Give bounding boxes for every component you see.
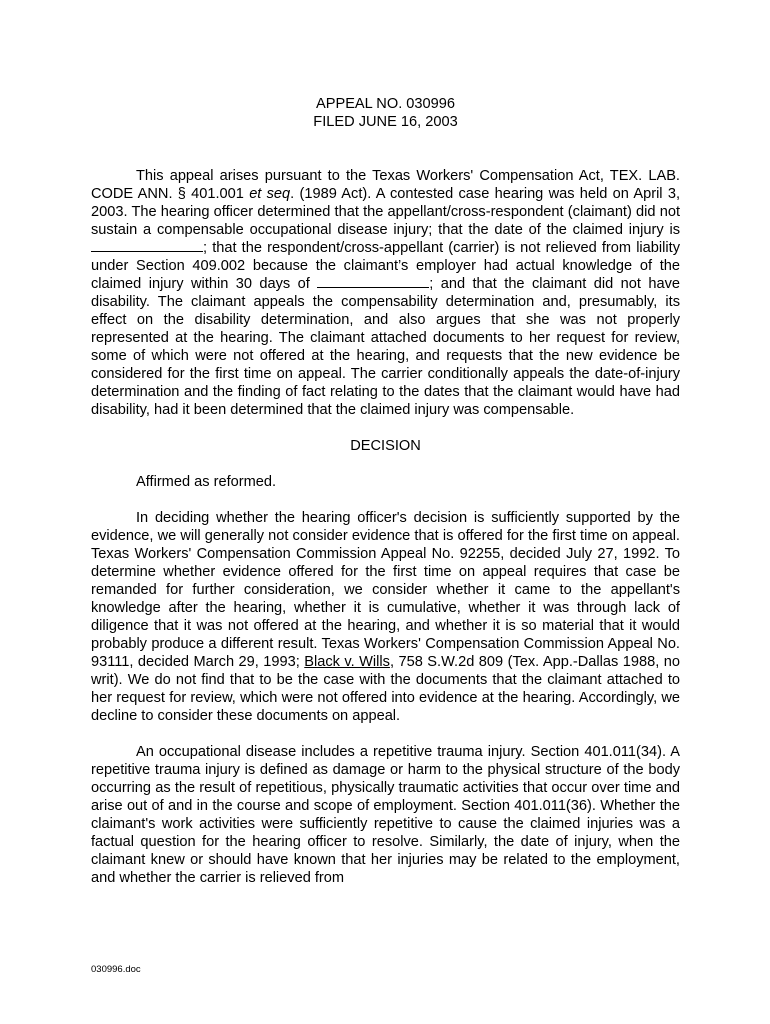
blank-knowledge-date [317,275,429,288]
document-header [91,95,680,131]
filed-date: FILED JUNE 16, 2003 [313,114,458,130]
paragraph-intro: This appeal arises pursuant to the Texas Workers' Compensation Act, TEX. LAB. CODE ANN. § 401.001 et seq. (1989 Act). A contested case hearing was held on April 3, 2003. The hearing officer determined that the appellant/cross-respondent (claimant) did not sustain a compensable occupational disease injury; that the date of the claimed injury is ; that the respondent/cross-appellant (carrier) is not relieved from liability under Section 409.002 because the claimant’s employer had actual knowledge of the claimed injury within 30 days of ; and that the claimant did not have disability. The claimant appeals the compensability determination and, presumably, its effect on the disability determination, and also argues that she was not properly represented at the hearing. The claimant attached documents to her request for review, some of which were not offered at the hearing, and requests that the new evidence be considered for the first time on appeal. The carrier conditionally appeals the date-of-injury determination and the finding of fact relating to the dates that the claimant would have had disability, had it been determined that the claimed injury was compensable. [91,168,680,418]
decision-text: Affirmed as reformed. [136,474,277,490]
decision-heading: DECISION [350,438,421,454]
paragraph-new-evidence: In deciding whether the hearing officer's decision is sufficiently supported by the evidence, we will generally not consider evidence that is offered for the first time on appeal. Texas Workers' Compensation Commission Appeal No. 92255, decided July 27, 1992. To determine whether evidence offered for the first time on appeal requires that case be remanded for further consideration, we consider whether it came to the appellant's knowledge after the hearing, whether it is cumulative, whether it was through lack of diligence that it was not offered at the hearing, and whether it is so material that it would probably produce a different result. Texas Workers' Compensation Commission Appeal No. 93111, decided March 29, 1993; Black v. Wills, 758 S.W.2d 809 (Tex. App.-Dallas 1988, no writ). We do not find that to be the case with the documents that the claimant attached to her request for review, which were not offered into evidence at the hearing. Accordingly, we decline to consider these documents on appeal. [91,510,680,724]
case-citation-black-v-wills: Black v. Wills [304,654,390,670]
footer-filename: 030996.doc [91,964,141,975]
document-body [91,95,680,887]
paragraph-occupational-disease: An occupational disease includes a repetitive trauma injury. Section 401.011(34). A repetitive trauma injury is defined as damage or harm to the physical structure of the body occurring as the result of repetitious, physically traumatic activities that occur over time and arise out of and in the course and scope of employment. Section 401.011(36). Whether the claimant's work activities were sufficiently repetitive to cause the claimed injuries was a factual question for the hearing officer to resolve. Similarly, the date of injury, when the claimant knew or should have known that her injuries may be related to the employment, and whether the carrier is relieved from [91,744,680,886]
italic-et-seq: et seq [249,186,291,202]
blank-date-of-injury [91,239,203,252]
appeal-number: APPEAL NO. 030996 [316,96,455,112]
